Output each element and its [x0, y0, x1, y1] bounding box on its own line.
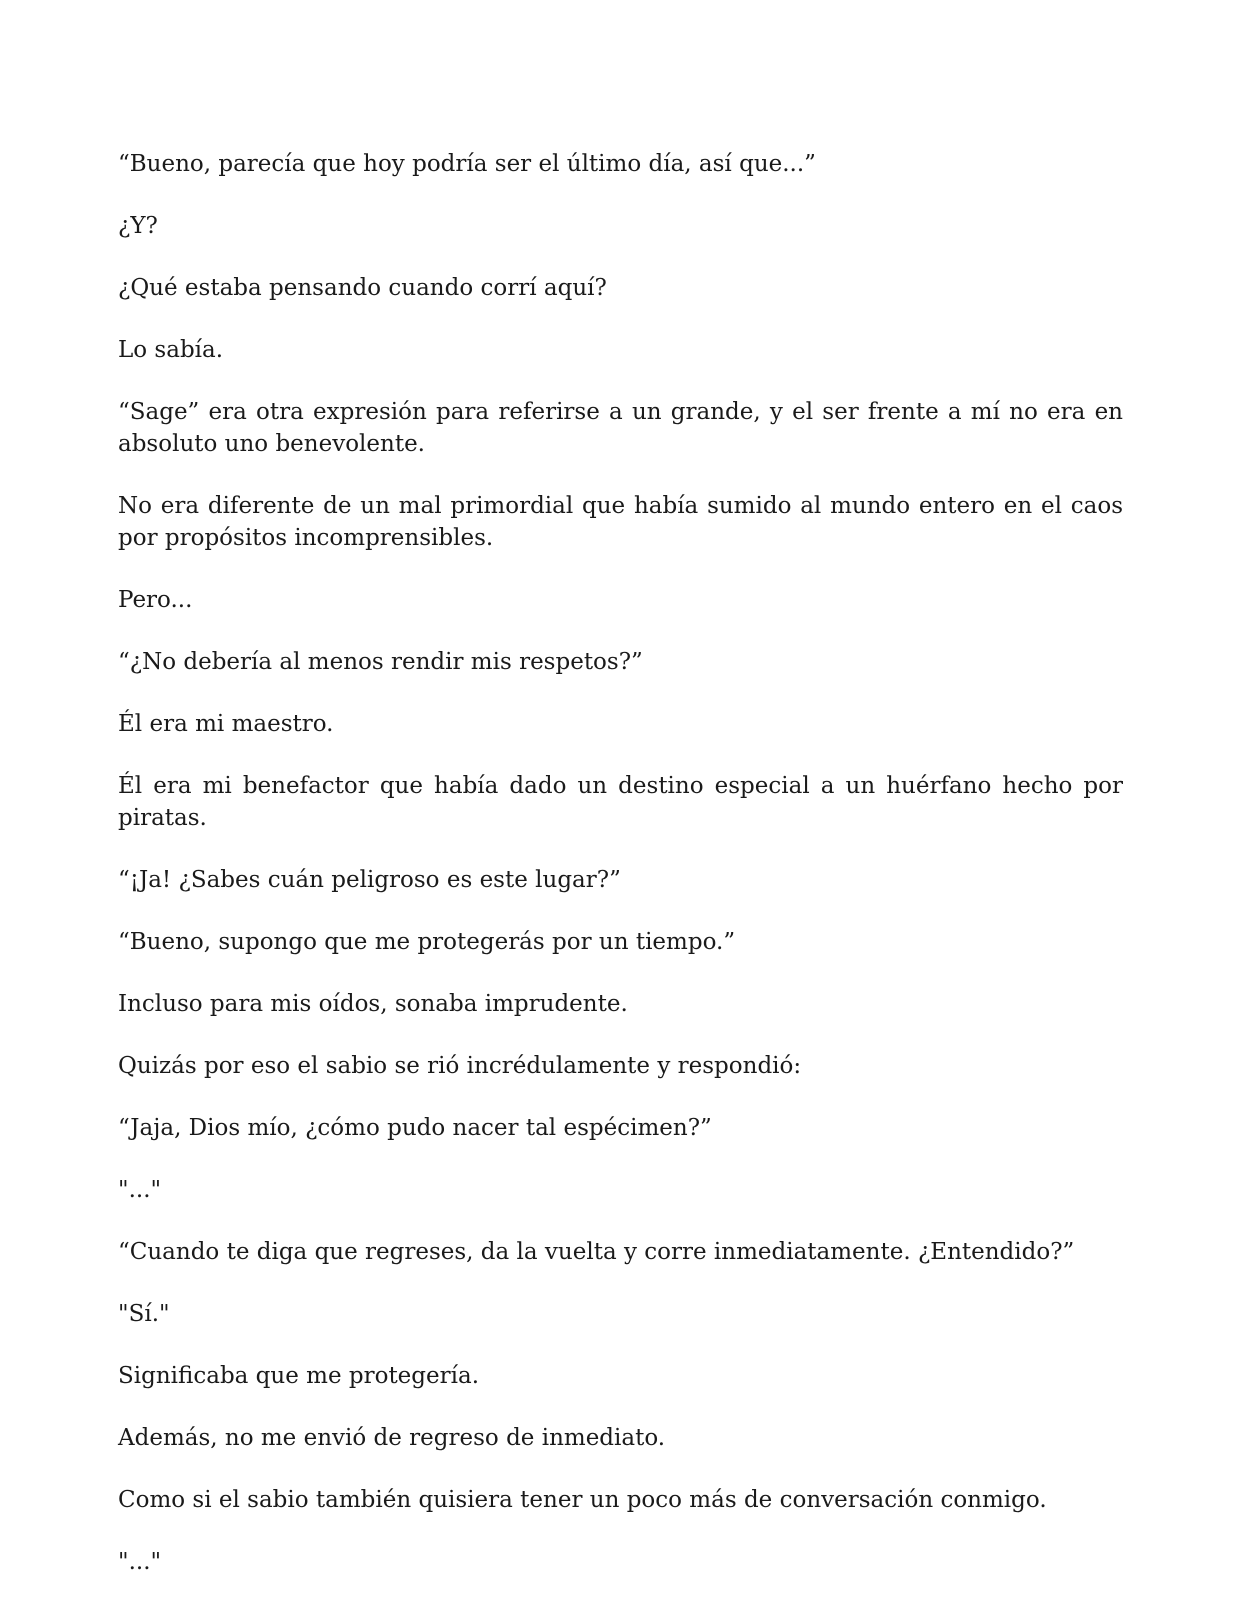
document-page: [118, 148, 1123, 1608]
paragraph-3: ¿Qué estaba pensando cuando corrí aquí?: [118, 275, 607, 301]
paragraph-7: Pero...: [118, 587, 193, 613]
paragraph-15: “Jaja, Dios mío, ¿cómo pudo nacer tal espécimen?”: [118, 1115, 712, 1141]
paragraph-8: “¿No debería al menos rendir mis respetos?”: [118, 649, 643, 675]
paragraph-9: Él era mi maestro.: [118, 711, 334, 737]
paragraph-5: “Sage” era otra expresión para referirse a un grande, y el ser frente a mí no era en absoluto uno benevolente.: [118, 399, 1123, 457]
paragraph-22: "...": [118, 1549, 162, 1575]
paragraph-10: Él era mi benefactor que había dado un destino especial a un huérfano hecho por piratas.: [118, 773, 1123, 831]
paragraph-11: “¡Ja! ¿Sabes cuán peligroso es este lugar?”: [118, 867, 621, 893]
paragraph-2: ¿Y?: [118, 213, 158, 239]
paragraph-17: “Cuando te diga que regreses, da la vuelta y corre inmediatamente. ¿Entendido?”: [118, 1239, 1075, 1265]
paragraph-21: Como si el sabio también quisiera tener un poco más de conversación conmigo.: [118, 1487, 1047, 1513]
paragraph-14: Quizás por eso el sabio se rió incrédulamente y respondió:: [118, 1053, 802, 1079]
paragraph-16: "...": [118, 1177, 162, 1203]
paragraph-4: Lo sabía.: [118, 337, 224, 363]
paragraph-18: "Sí.": [118, 1301, 170, 1327]
paragraph-1: “Bueno, parecía que hoy podría ser el último día, así que...”: [118, 151, 816, 177]
paragraph-13: Incluso para mis oídos, sonaba imprudente.: [118, 991, 628, 1017]
paragraph-19: Significaba que me protegería.: [118, 1363, 480, 1389]
paragraph-6: No era diferente de un mal primordial que había sumido al mundo entero en el caos por propósitos incomprensibles.: [118, 493, 1123, 551]
paragraph-20: Además, no me envió de regreso de inmediato.: [118, 1425, 666, 1451]
paragraph-12: “Bueno, supongo que me protegerás por un tiempo.”: [118, 929, 736, 955]
